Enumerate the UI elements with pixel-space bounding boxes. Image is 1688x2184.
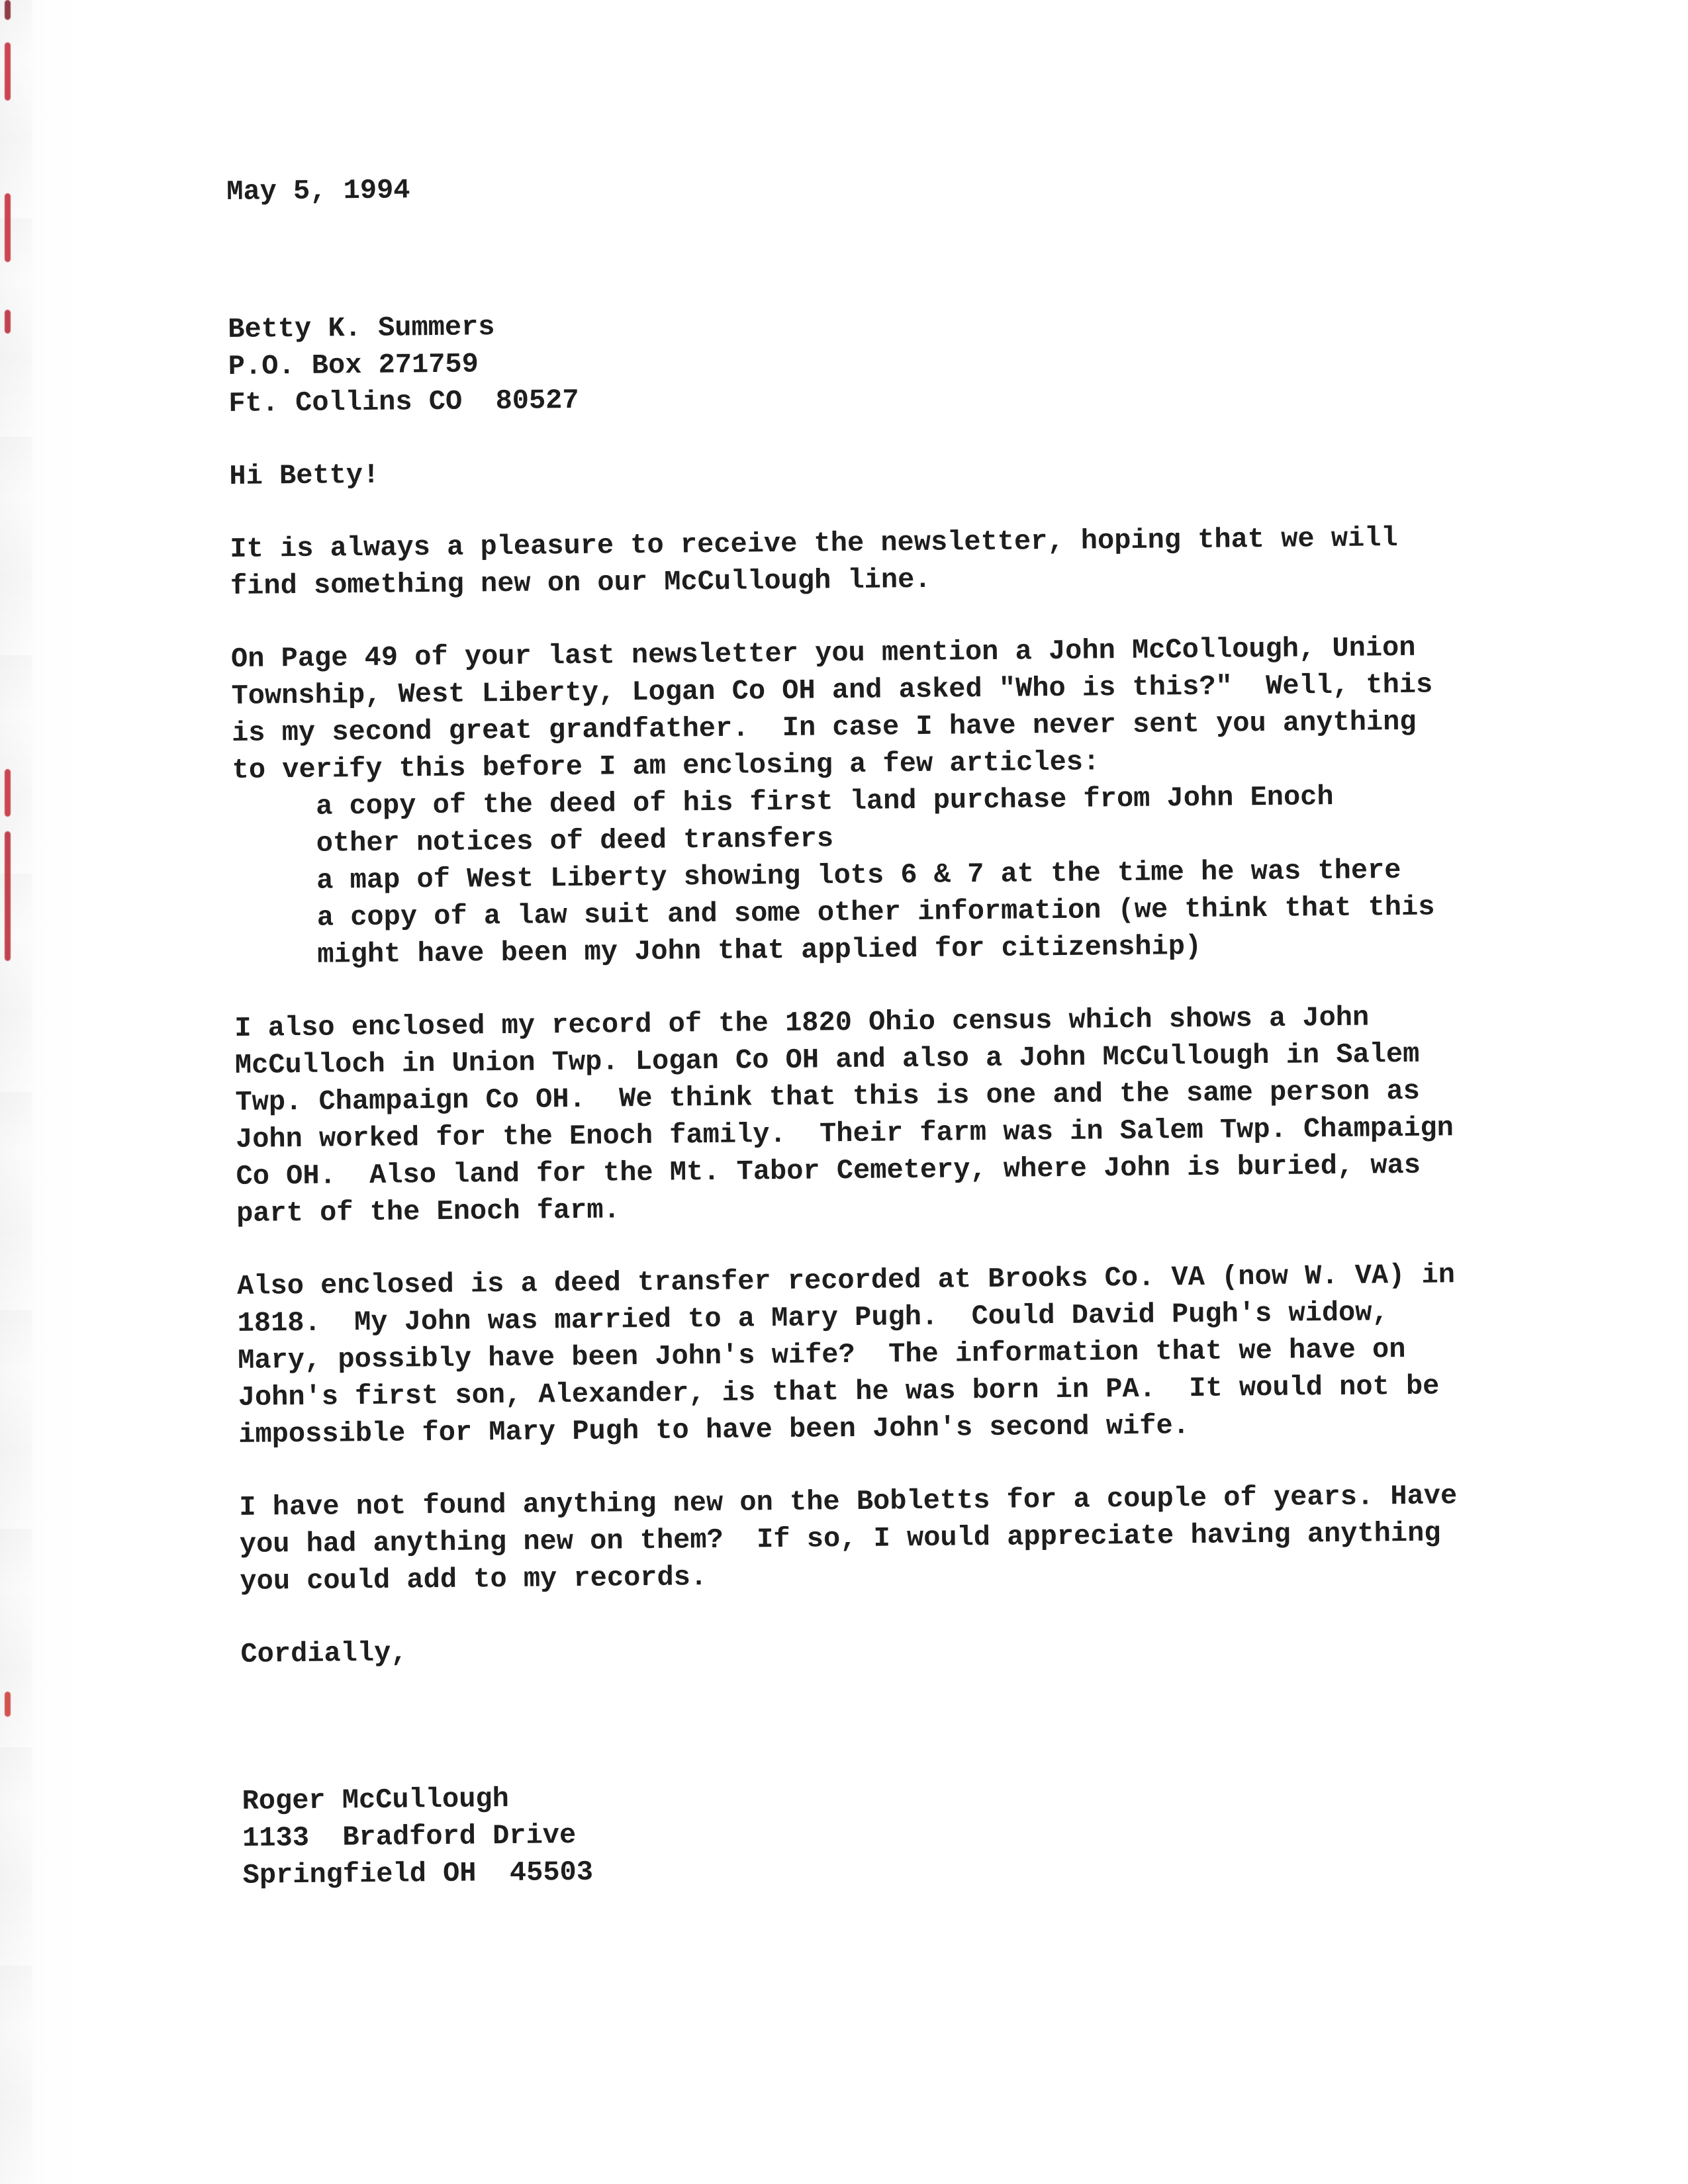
red-edge-mark xyxy=(5,0,11,20)
letter-body xyxy=(226,161,1554,1894)
salutation: Hi Betty! xyxy=(229,459,380,492)
paragraph-bobletts: I have not found anything new on the Bobletts for a couple of years. Have you had anything new on them? If so, I would appreciate having anything you could add to my records. xyxy=(239,1480,1458,1598)
scan-artifact-marks xyxy=(0,0,26,2184)
recipient-address: Betty K. Summers P.O. Box 271759 Ft. Collins CO 80527 xyxy=(228,311,579,420)
red-edge-mark xyxy=(5,310,11,334)
red-edge-mark xyxy=(5,769,11,817)
letter-date: May 5, 1994 xyxy=(226,174,410,208)
red-edge-mark xyxy=(5,193,11,262)
red-edge-mark xyxy=(5,1692,11,1717)
paragraph-1820-census: I also enclosed my record of the 1820 Ohio census which shows a John McCulloch in Union Twp. Logan Co OH and also a John McCullough in Salem Twp. Champaign Co OH. We think that this is one and the same person as John worked for the Enoch family. Their farm was in Salem Twp. Champaign Co OH. Also land for the Mt. Tabor Cemetery, where John is buried, was part of the Enoch farm. xyxy=(234,1001,1454,1230)
closing: Cordially, xyxy=(240,1637,408,1670)
paragraph-page-49-enclosures: On Page 49 of your last newsletter you mention a John McCollough, Union Township, West Liberty, Logan Co OH and asked "Who is this?" Well, this is my second great grandfather. In case I have never sent you anything to verify this before I am enclosing a few articles: a copy of the deed of his first land purchase from John Enoch other notices of deed transfers a map of West Liberty showing lots 6 & 7 at the time he was there a copy of a law suit and some other information (we think that this might have been my John that applied for citizenship) xyxy=(230,631,1435,972)
red-edge-mark xyxy=(5,42,11,101)
red-edge-mark xyxy=(5,831,11,961)
signature-block: Roger McCullough 1133 Bradford Drive Springfield OH 45503 xyxy=(242,1783,594,1891)
paragraph-newsletter-pleasure: It is always a pleasure to receive the newsletter, hoping that we will find something new on our McCullough line. xyxy=(230,522,1398,602)
paragraph-deed-transfer-1818: Also enclosed is a deed transfer recorded at Brooks Co. VA (now W. VA) in 1818. My John was married to a Mary Pugh. Could David Pugh's widow, Mary, possibly have been John's wife? The information that we have on John's first son, Alexander, is that he was born in PA. It would not be impossible for Mary Pugh to have been John's second wife. xyxy=(236,1259,1456,1451)
